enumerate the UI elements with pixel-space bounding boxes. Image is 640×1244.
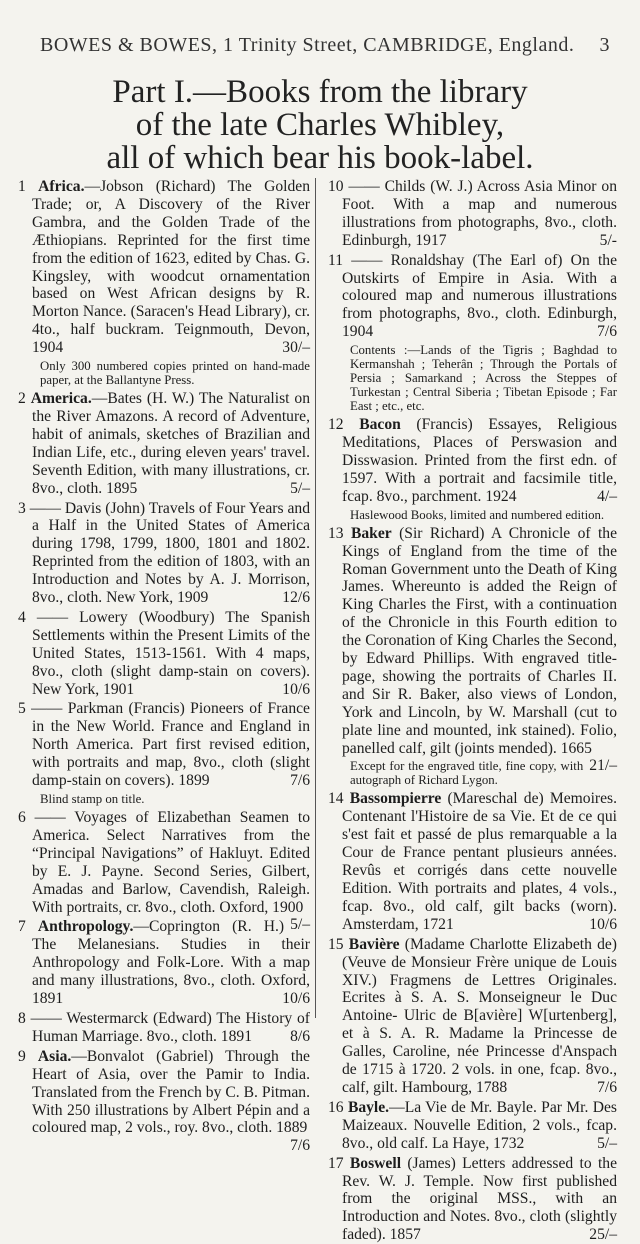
catalogue-entry bbox=[328, 178, 617, 250]
entry-description: —— Childs (W. J.) Across Asia Minor on Foot. With a map and numerous illustrations from photographs, 8vo., cloth. Edinburgh, 1917 bbox=[342, 178, 617, 249]
entry-number: 2 bbox=[18, 390, 26, 408]
left-column bbox=[10, 178, 316, 1155]
entry-number: 1 bbox=[18, 178, 26, 195]
catalogue-entry bbox=[18, 500, 310, 607]
entry-number: 13 bbox=[328, 524, 344, 542]
entry-number: 6 bbox=[18, 809, 26, 826]
right-column bbox=[316, 178, 622, 1244]
entry-note: Blind stamp on title. bbox=[40, 792, 145, 806]
entry-heading: Bavière bbox=[348, 935, 400, 953]
title-line-2: of the late Charles Whibley, bbox=[135, 107, 505, 143]
entry-price: 30/– bbox=[282, 339, 310, 357]
entry-description: —Coprington (R. H.) The Melanesians. Studies in their Anthropology and Folk-Lore. With a map and many illustrations, 8vo., cloth. Oxford, 1891 bbox=[32, 918, 310, 1008]
entry-heading: Anthropology. bbox=[37, 918, 134, 936]
entry-heading: America. bbox=[30, 390, 92, 408]
entry-price: 7/6 bbox=[597, 323, 617, 341]
entry-price: 5/– bbox=[290, 479, 310, 497]
entry-price: 7/6 bbox=[597, 1078, 617, 1096]
entry-heading: Bayle. bbox=[347, 1098, 390, 1116]
entry-heading: Africa. bbox=[38, 178, 85, 195]
entry-price: 12/6 bbox=[282, 589, 310, 607]
catalogue-entry bbox=[18, 390, 310, 497]
entry-number: 4 bbox=[18, 608, 26, 626]
catalogue-entry bbox=[328, 790, 617, 933]
catalogue-entry bbox=[18, 178, 310, 357]
entry-price: 25/– bbox=[589, 1226, 617, 1244]
entry-number: 5 bbox=[18, 700, 26, 718]
entry-description: —— Voyages of Elizabethan Seamen to America. Select Narratives from the “Principal Navigations” of Hakluyt. Edited by E. J. Payne. Second Series, Gilbert, Amadas and Barlow, Cavendish, Raleigh. With portraits, cr. 8vo., cloth. Oxford, 1900 bbox=[32, 809, 310, 916]
publisher-line: BOWES & BOWES, 1 Trinity Street, CAMBRIDGE, England. bbox=[40, 34, 575, 56]
entry-price: 5/- bbox=[599, 231, 617, 249]
entry-note: Contents :—Lands of the Tigris ; Baghdad to Kermanshah ; Teherân ; Through the Portals of Persia ; Samarkand ; Across the Steppes of Turkestan ; Central Siberia ; Tibetan Episode ; Far East ; etc., etc. bbox=[350, 343, 617, 414]
entry-description: —Bonvalot (Gabriel) Through the Heart of Asia, over the Pamir to India. Translated from the French by C. B. Pitman. With 250 illustrations by Albert Pépin and a coloured map, 2 vols., roy. 8vo., cloth. 1889 bbox=[32, 1047, 310, 1137]
entry-price: 4/– bbox=[597, 487, 617, 505]
catalogue-entry bbox=[18, 609, 310, 699]
entry-number: 9 bbox=[18, 1047, 26, 1065]
entry-price: 5/– bbox=[290, 916, 310, 934]
entry-note: Haslewood Books, limited and numbered edition. bbox=[350, 507, 605, 522]
entry-description: —— Parkman (Francis) Pioneers of France in the New World. France and England in North America. Part first revised edition, with portraits and map, 8vo., cloth (slight damp-stain on covers). 1899 bbox=[31, 700, 310, 790]
entry-price: 10/6 bbox=[589, 915, 617, 933]
entry-price: 5/– bbox=[597, 1134, 617, 1152]
entry-note: Except for the engraved title, fine copy, with autograph of Richard Lygon. bbox=[350, 759, 584, 788]
entry-description: (Francis) Essayes, Religious Meditations, Places of Perswasion and Disswasion. Printed from the first edn. of 1597. With a portrait and facsimile title, fcap. 8vo., parchment. 1924 bbox=[342, 416, 617, 505]
catalogue-entry bbox=[18, 918, 310, 1008]
entry-price: 8/6 bbox=[290, 1027, 310, 1045]
entry-number: 17 bbox=[328, 1154, 344, 1172]
entry-price: 7/6 bbox=[290, 1137, 310, 1155]
catalogue-entry bbox=[328, 1099, 617, 1153]
entry-number: 10 bbox=[328, 178, 344, 195]
entry-description: —— Westermarck (Edward) The History of Human Marriage. 8vo., cloth. 1891 bbox=[30, 1009, 310, 1045]
entry-price: 21/– bbox=[589, 757, 617, 775]
entry-columns bbox=[10, 178, 630, 1244]
catalogue-entry bbox=[18, 1010, 310, 1046]
entry-number: 7 bbox=[18, 918, 26, 936]
entry-description: —— Ronaldshay (The Earl of) On the Outskirts of Empire in Asia. With a coloured map and numerous illustrations from photographs, 8vo., cloth. Edinburgh, 1904 bbox=[342, 251, 618, 341]
entry-heading: Bacon bbox=[359, 416, 401, 434]
entry-description: —La Vie de Mr. Bayle. Par Mr. Des Maizeaux. Nouvelle Edition, 2 vols., fcap. 8vo., old calf. La Haye, 1732 bbox=[342, 1098, 617, 1152]
entry-description: —— Davis (John) Travels of Four Years and a Half in the United States of America during 1798, 1799, 1800, 1801 and 1802. Reprinted from the edition of 1803, with an Introduction and Notes by A. J. Morrison, 8vo., cloth. New York, 1909 bbox=[29, 499, 310, 607]
entry-number: 11 bbox=[328, 251, 344, 269]
catalogue-entry bbox=[328, 1155, 617, 1244]
entry-price: 10/6 bbox=[282, 990, 310, 1008]
section-title bbox=[0, 76, 640, 175]
entry-description: (Madame Charlotte Elizabeth de) (Veuve de Monsieur Frère unique de Louis XIV.) Fragmens de Lettres Originales. Ecrites à S. A. S. Monseigneur le Duc Antoine- Ulric de B[avière] W[urtenberg], et à S. A. R. Madame la Princesse de Galles, Caroline, née Princesse d'Anspach de 1715 à 1720. 2 vols. in one, fcap. 8vo., calf, gilt. Hambourg, 1788 bbox=[342, 935, 617, 1096]
running-header bbox=[40, 34, 610, 57]
entry-heading: Boswell bbox=[349, 1154, 402, 1172]
entry-description: —Bates (H. W.) The Naturalist on the River Amazons. A record of Adventure, habit of animals, sketches of Brazilian and Indian Life, etc., during eleven years' travel. Seventh Edition, with many illustrations, cr. 8vo., cloth. 1895 bbox=[32, 390, 310, 497]
catalogue-entry bbox=[328, 252, 617, 342]
entry-description: —Jobson (Richard) The Golden Trade; or, A Discovery of the River Gambra, and the Golden Trade of the Æthiopians. Reprinted for the first time from the edition of 1623, edited by Chas. G. Kingsley, with woodcut ornamentation based on West African designs by R. Morton Nance. (Saracen's Head Library), cr. 4to., half buckram. Teignmouth, Devon, 1904 bbox=[32, 178, 310, 357]
entry-number: 12 bbox=[328, 416, 344, 434]
entry-description: (James) Letters addressed to the Rev. W. J. Temple. Now first published from the original MSS., with an Introduction and Notes. 8vo., cloth (slightly faded). 1857 bbox=[342, 1154, 617, 1244]
entry-note: Only 300 numbered copies printed on hand-made paper, at the Ballantyne Press. bbox=[40, 359, 310, 388]
entry-price: 7/6 bbox=[290, 772, 310, 790]
catalogue-entry bbox=[328, 936, 617, 1097]
entry-heading: Baker bbox=[350, 524, 392, 542]
catalogue-entry bbox=[328, 416, 617, 506]
entry-description: (Sir Richard) A Chronicle of the Kings of England from the time of the Roman Government unto the Death of King James. Whereunto is added the Reign of King Charles the First, with a continuation of the Chronicle in this Fourth edition to the Coronation of King Charles the Second, by Edward Phillips. With engraved title-page, showing the portraits of Charles II. and Sir R. Baker, also views of London, York and Lincoln, by W. Marshall (cut to plate line and mounted, ink stained). Folio, panelled calf, gilt (joints mended). 1665 bbox=[342, 524, 617, 757]
entry-description: —— Lowery (Woodbury) The Spanish Settlements within the Present Limits of the United States, 1513-1561. With 4 maps, 8vo., cloth (slight damp-stain on covers). New York, 1901 bbox=[32, 608, 311, 698]
page-number: 3 bbox=[599, 34, 610, 56]
entry-description: (Mareschal de) Memoires. Contenant l'Histoire de sa Vie. Et de ce qui s'est fait et passé de plus remarquable a la Cour de France pentant plusieurs années. Revûs et corrigés dans cette nouvelle Edition. With portraits and plates, 4 vols., fcap. 8vo., old calf, gilt backs (worn). Amsterdam, 1721 bbox=[342, 790, 617, 933]
catalogue-entry bbox=[18, 700, 310, 790]
entry-number: 14 bbox=[328, 790, 344, 808]
entry-number: 8 bbox=[18, 1009, 26, 1027]
catalogue-entry bbox=[18, 1047, 310, 1155]
entry-heading: Asia. bbox=[37, 1047, 72, 1065]
entry-price: 10/6 bbox=[282, 680, 310, 698]
title-line-1: Part I.—Books from the library bbox=[112, 74, 528, 110]
entry-heading: Bassompierre bbox=[349, 790, 442, 808]
entry-number: 3 bbox=[18, 499, 26, 517]
entry-number: 15 bbox=[328, 935, 344, 953]
title-line-3: all of which bear his book-label. bbox=[106, 140, 534, 176]
entry-number: 16 bbox=[328, 1098, 344, 1116]
